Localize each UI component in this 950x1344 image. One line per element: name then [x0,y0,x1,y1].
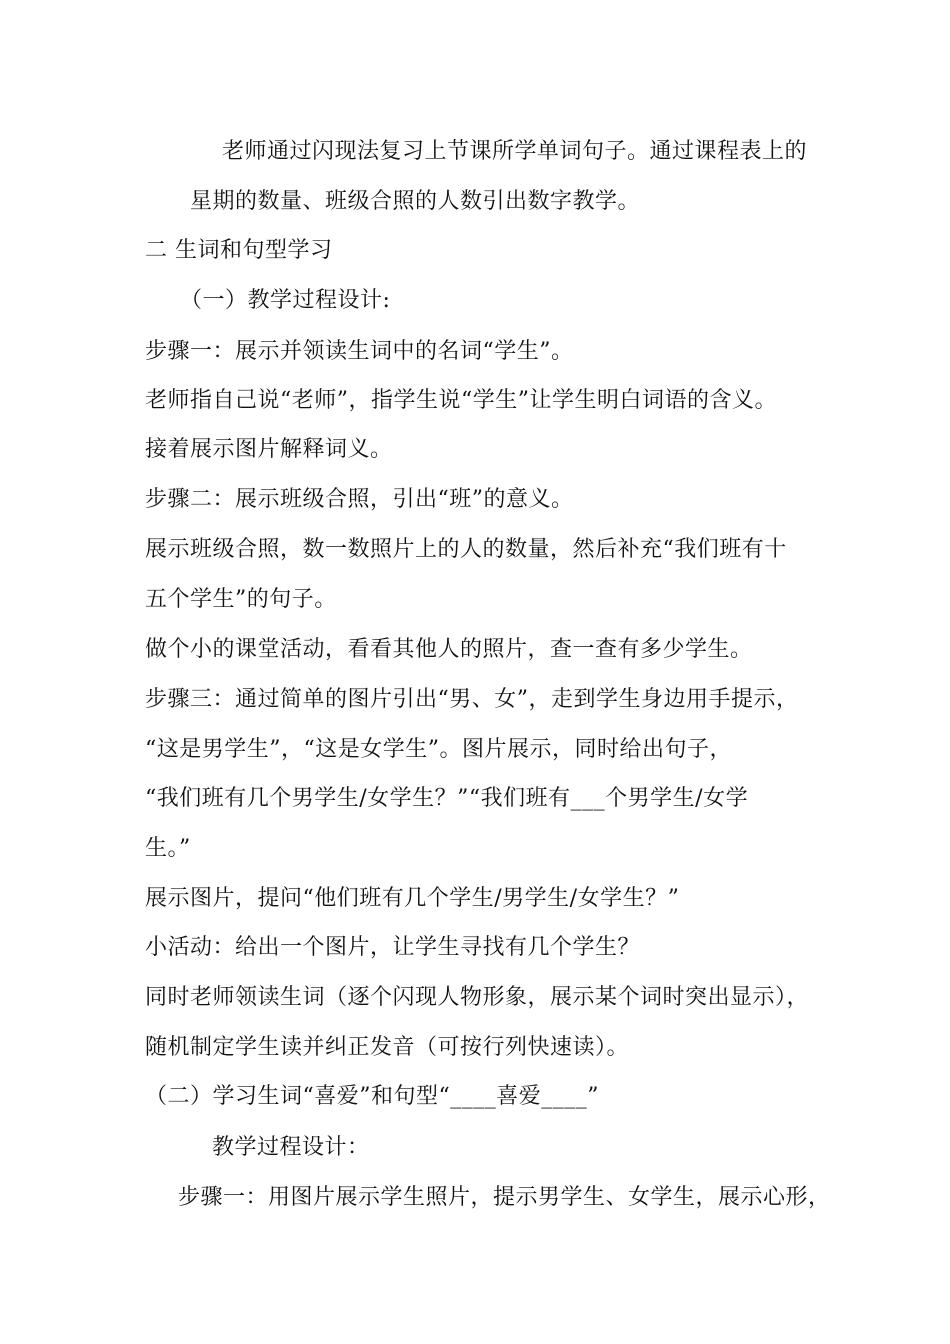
step-heading: 步骤一：展示并领读生词中的名词“学生”。 [145,339,574,364]
step-heading: 步骤一：用图片展示学生照片，提示男学生、女学生，展示心形， [178,1185,831,1210]
paragraph-line: 星期的数量、班级合照的人数引出数字教学。 [190,189,641,214]
section-heading: 二 生词和句型学习 [145,238,333,263]
step-heading: 步骤三：通过简单的图片引出“男、女”，走到学生身边用手提示， [145,687,799,712]
paragraph-line: 接着展示图片解释词义。 [145,437,393,462]
subsection-heading: （二）学习生词“喜爱”和句型“____喜爱____” [145,1084,599,1109]
paragraph-line: 生。” [145,836,191,861]
paragraph-line: “这是男学生”，“这是女学生”。图片展示，同时给出句子， [145,737,732,762]
paragraph-line: 随机制定学生读并纠正发音（可按行列快速读）。 [145,1035,630,1060]
paragraph-line: 同时老师领读生词（逐个闪现人物形象，展示某个词时突出显示）， [145,985,810,1010]
paragraph-line: 做个小的课堂活动，看看其他人的照片，查一查有多少学生。 [145,637,753,662]
paragraph-line: 五个学生”的句子。 [145,587,337,612]
paragraph-line: 小活动：给出一个图片，让学生寻找有几个学生？ [145,935,641,960]
paragraph-line: 教学过程设计： [212,1135,370,1160]
subsection-heading: （一）教学过程设计: [180,288,391,313]
step-heading: 步骤二：展示班级合照，引出“班”的意义。 [145,487,574,512]
paragraph-line: 展示班级合照，数一数照片上的人的数量，然后补充“我们班有十 [145,537,787,562]
paragraph-line: “我们班有几个男学生/女学生？”“我们班有___个男学生/女学 [145,786,749,811]
paragraph-line: 老师通过闪现法复习上节课所学单词句子。通过课程表上的 [222,139,808,164]
paragraph-line: 老师指自己说“老师”，指学生说“学生”让学生明白词语的含义。 [145,388,777,413]
paragraph-line: 展示图片，提问“他们班有几个学生/男学生/女学生？” [145,886,680,911]
